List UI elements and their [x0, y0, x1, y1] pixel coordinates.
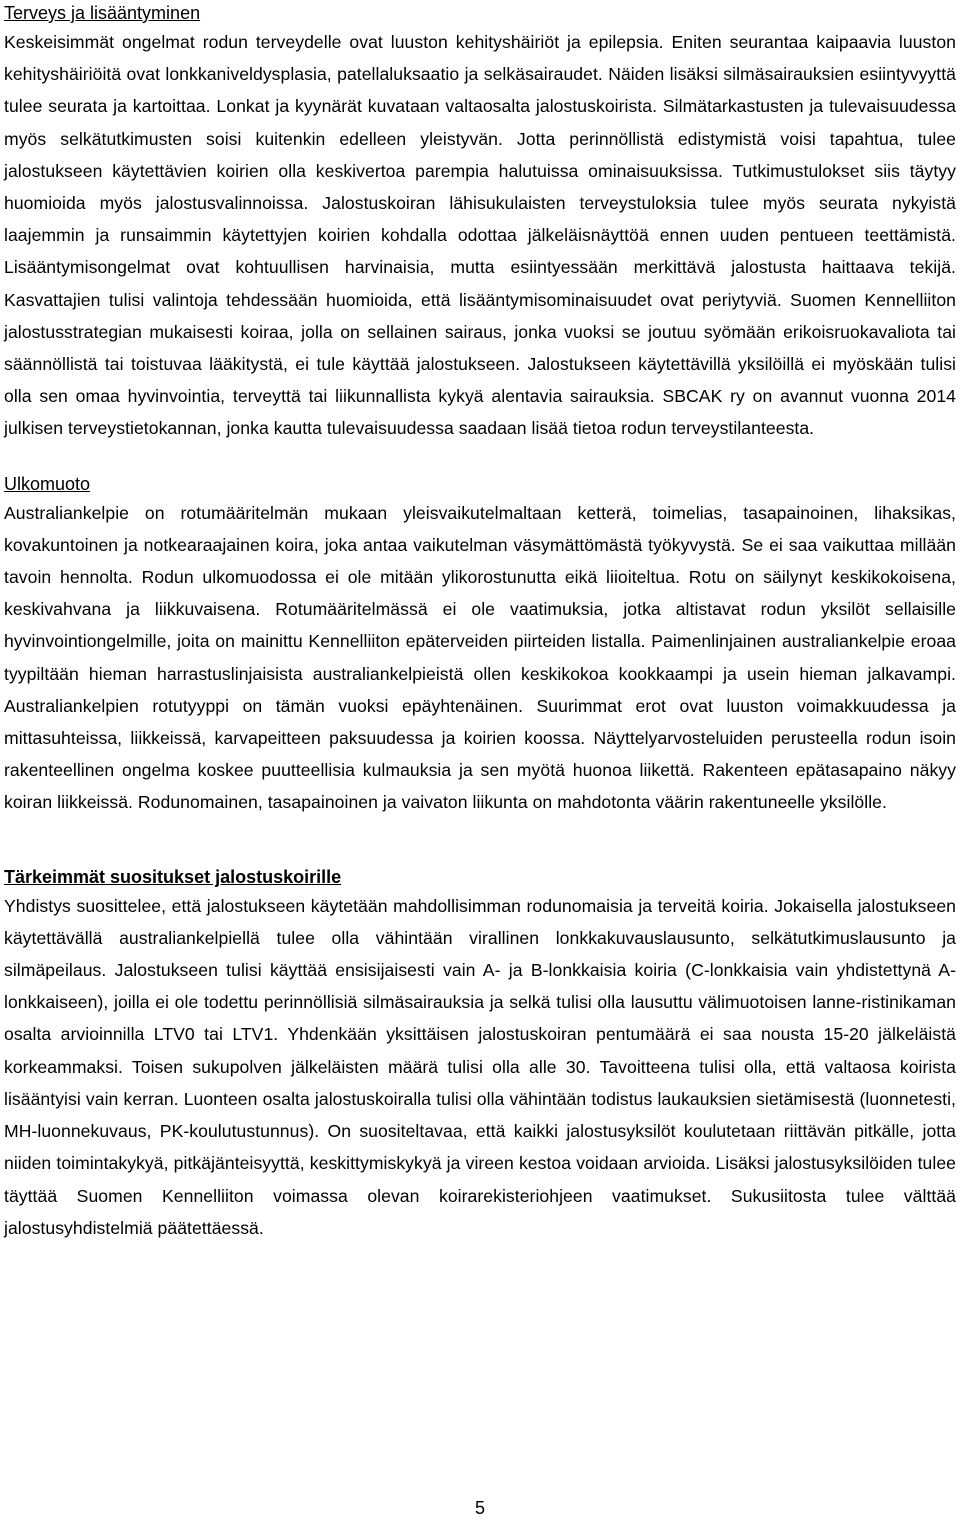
section-heading: Tärkeimmät suositukset jalostuskoirille	[4, 866, 342, 887]
section-body: Australiankelpie on rotumääritelmän mukaan yleisvaikutelmaltaan ketterä, toimelias, tasapainoinen, lihaksikas, kovakuntoinen ja notkearaajainen koira, joka antaa vaikutelman väsymättömästä työkyvystä. Se ei saa vaikuttaa millään tavoin hennolta. Rodun ulkomuodossa ei ole mitään ylikorostunutta eikä liioiteltua. Rotu on säilynyt keskikokoisena, keskivahvana ja liikkuvaisena. Rotumääritelmässä ei ole vaatimuksia, jotka altistavat rodun yksilöt sellaisille hyvinvointiongelmille, joita on mainittu Kennelliiton epäterveiden piirteiden listalla. Paimenlinjainen australiankelpie eroaa tyypiltään hieman harrastuslinjaisista australiankelpieistä ollen keskikokoa kookkaampi ja usein hieman jalkavampi. Australiankelpien rotutyyppi on tämän vuoksi epäyhtenäinen. Suurimmat erot ovat luuston voimakkuudessa ja mittasuhteissa, liikkeissä, karvapeitteen paksuudessa ja koirien koossa. Näyttelyarvosteluiden perusteella rodun isoin rakenteellinen ongelma koskee puutteellisia kulmauksia ja sen myötä huonoa liikettä. Rakenteen epätasapaino näkyy koiran liikkeissä. Rodunomainen, tasapainoinen ja vaivaton liikunta on mahdotonta väärin rakentuneelle yksilölle.	[4, 502, 956, 813]
document-page	[4, 0, 956, 1244]
section-health	[4, 0, 956, 445]
section-body: Yhdistys suosittelee, että jalostukseen käytetään mahdollisimman rodunomaisia ja terveitä koiria. Jokaisella jalostukseen käytettävällä australiankelpiellä tulee olla vähintään virallinen lonkkakuvauslausunto, selkätutkimuslausunto ja silmäpeilaus. Jalostukseen tulisi käyttää ensisijaisesti vain A- ja B-lonkkaisia koiria (C-lonkkaisia vain yhdistettynä A-lonkkaiseen), joilla ei ole todettu perinnöllisiä silmäsairauksia ja selkä tulisi olla lausuttu välimuotoisen lanne-ristinikaman osalta arvioinnilla LTV0 tai LTV1. Yhdenkään yksittäisen jalostuskoiran pentumäärä ei saa nousta 15-20 jälkeläistä korkeammaksi. Toisen sukupolven jälkeläisten määrä tulisi olla alle 30. Tavoitteena tulisi olla, että valtaosa koirista lisääntyisi vain kerran. Luonteen osalta jalostuskoiralla tulisi olla vähintään todistus laukauksien sietämisestä (luonnetesti, MH-luonnekuvaus, PK-koulutustunnus). On suositeltavaa, että kaikki jalostusyksilöt koulutetaan riittävän pitkälle, jotta niiden toimintakykyä, pitkäjänteisyyttä, keskittymiskykyä ja vireen kestoa voidaan arvioida. Lisäksi jalostusyksilöiden tulee täyttää Suomen Kennelliiton voimassa olevan koirarekisteriohjeen vaatimukset. Sukusiitosta tulee välttää jalostusyhdistelmiä päätettäessä.	[4, 895, 956, 1238]
section-body: Keskeisimmät ongelmat rodun terveydelle ovat luuston kehityshäiriöt ja epilepsia. Eniten seurantaa kaipaavia luuston kehityshäiriöitä ovat lonkkaniveldysplasia, patellaluksaatio ja selkäsairaudet. Näiden lisäksi silmäsairauksien esiintyvyyttä tulee seurata ja kartoittaa. Lonkat ja kyynärät kuvataan valtaosalta jalostuskoirista. Silmätarkastusten ja tulevaisuudessa myös selkätutkimusten soisi kuitenkin edelleen yleistyvän. Jotta perinnöllistä edistymistä voisi tapahtua, tulee jalostukseen käytettävien koirien olla keskivertoa parempia halutuissa ominaisuuksissa. Tutkimustulokset siis täytyy huomioida myös jalostusvalinnoissa. Jalostuskoiran lähisukulaisten terveystuloksia tulee myös seurata nykyistä laajemmin ja runsaimmin käytettyjen koirien kohdalla odottaa jälkeläisnäyttöä ennen uuden pentueen teettämistä. Lisääntymisongelmat ovat kohtuullisen harvinaisia, mutta esiintyessään merkittävä jalostusta haittaava tekijä. Kasvattajien tulisi valintoja tehdessään huomioida, että lisääntymisominaisuudet ovat periytyviä. Suomen Kennelliiton jalostusstrategian mukaisesti koiraa, jolla on sellainen sairaus, jonka vuoksi se joutuu syömään erikoisruokavaliota tai säännöllistä tai toistuvaa lääkitystä, ei tule käyttää jalostukseen. Jalostukseen käytettävillä yksilöillä ei myöskään tulisi olla sen omaa hyvinvointia, terveyttä tai liikunnallista kykyä alentavia sairauksia. SBCAK ry on avannut vuonna 2014 julkisen terveystietokannan, jonka kautta tulevaisuudessa saadaan lisää tietoa rodun terveystilanteesta.	[4, 32, 956, 439]
section-heading: Terveys ja lisääntyminen	[4, 3, 201, 23]
section-recommendations	[4, 864, 956, 1244]
page-number: 5	[474, 1498, 485, 1518]
section-exterior	[4, 471, 956, 819]
section-heading: Ulkomuoto	[4, 473, 91, 494]
